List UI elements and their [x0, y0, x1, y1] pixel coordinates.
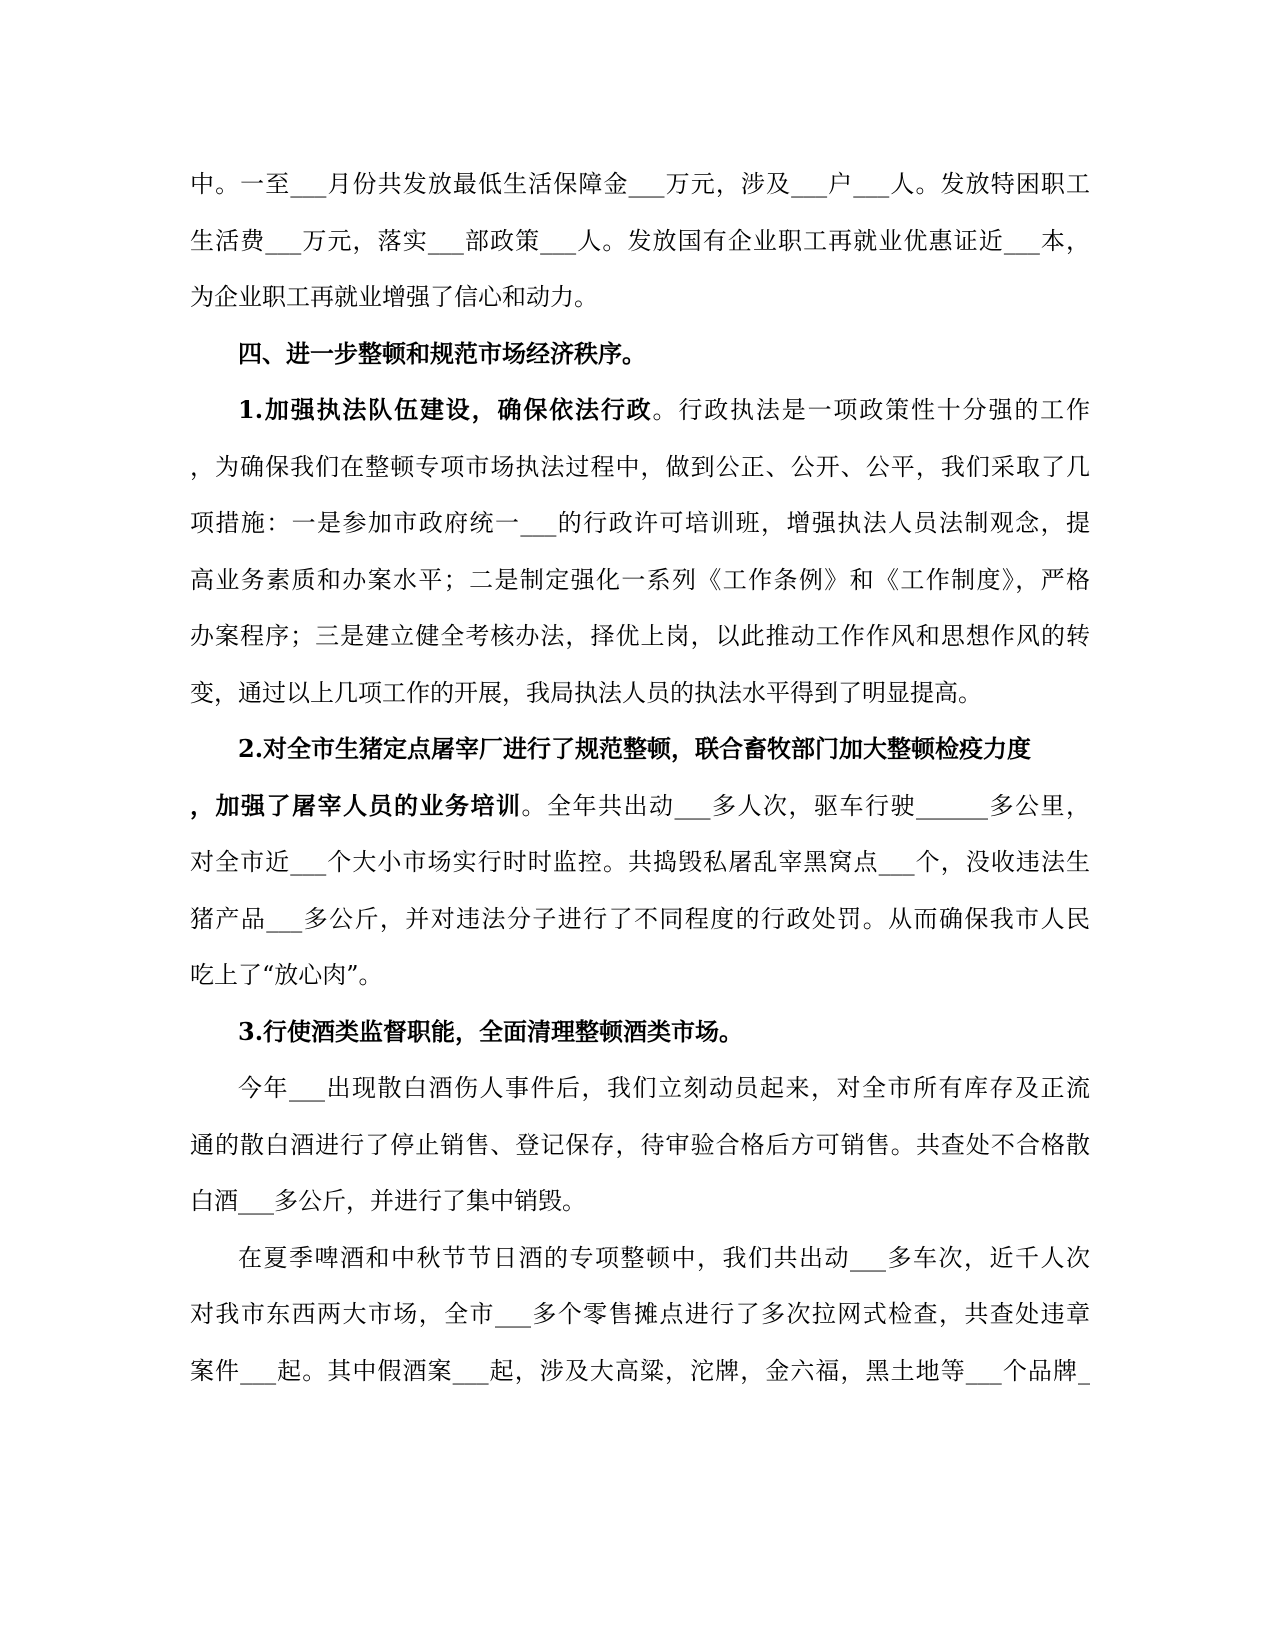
subheading-text: ，加强了屠宰人员的业务培训	[190, 791, 522, 820]
text-line: 项措施：一是参加市政府统一___的行政许可培训班，增强执法人员法制观念，提	[190, 509, 1090, 537]
text-line: 变，通过以上几项工作的开展，我局执法人员的执法水平得到了明显提高。	[190, 679, 982, 707]
text-line: 通的散白酒进行了停止销售、登记保存，待审验合格后方可销售。共查处不合格散	[190, 1131, 1090, 1159]
text-line: 白酒___多公斤，并进行了集中销毁。	[190, 1187, 586, 1215]
body-text: 。行政执法是一项政策性十分强的工作	[652, 396, 1090, 424]
subheading-text: 1.加强执法队伍建设，确保依法行政	[238, 395, 653, 424]
text-line: 对全市近___个大小市场实行时时监控。共捣毁私屠乱宰黑窝点___个，没收违法生	[190, 848, 1090, 876]
subheading-text: 2.对全市生猪定点屠宰厂进行了规范整顿，联合畜牧部门加大整顿检疫力度	[238, 734, 1032, 763]
text-line	[238, 390, 1090, 430]
text-line: 中。一至___月份共发放最低生活保障金___万元，涉及___户___人。发放特困职工	[190, 170, 1090, 198]
text-line: 猪产品___多公斤，并对违法分子进行了不同程度的行政处罚。从而确保我市人民	[190, 905, 1090, 933]
section-heading	[238, 334, 1090, 374]
text-line: 办案程序；三是建立健全考核办法，择优上岗，以此推动工作作风和思想作风的转	[190, 622, 1090, 650]
heading-text: 四、进一步整顿和规范市场经济秩序。	[238, 339, 646, 368]
text-line: 案件___起。其中假酒案___起，涉及大高粱，沱牌，金六福，黑土地等___个品牌_	[190, 1357, 1090, 1385]
text-line: ，为确保我们在整顿专项市场执法过程中，做到公正、公开、公平，我们采取了几	[190, 453, 1090, 481]
text-line: 生活费___万元，落实___部政策___人。发放国有企业职工再就业优惠证近___本，	[190, 227, 1090, 255]
text-line	[190, 786, 1090, 826]
text-line: 在夏季啤酒和中秋节节日酒的专项整顿中，我们共出动___多车次，近千人次	[238, 1244, 1090, 1272]
body-text: 。全年共出动___多人次，驱车行驶______多公里，	[521, 792, 1090, 820]
text-line: 吃上了“放心肉”。	[190, 961, 383, 989]
subheading-text: 3.行使酒类监督职能，全面清理整顿酒类市场。	[238, 1017, 744, 1046]
text-line: 为企业职工再就业增强了信心和动力。	[190, 283, 598, 311]
text-line: 今年___出现散白酒伤人事件后，我们立刻动员起来，对全市所有库存及正流	[238, 1074, 1090, 1102]
text-line: 高业务素质和办案水平；二是制定强化一系列《工作条例》和《工作制度》，严格	[190, 566, 1090, 594]
subheading-line	[238, 729, 1090, 769]
text-line: 对我市东西两大市场，全市___多个零售摊点进行了多次拉网式检查，共查处违章	[190, 1300, 1090, 1328]
subheading-line	[238, 1012, 1090, 1052]
